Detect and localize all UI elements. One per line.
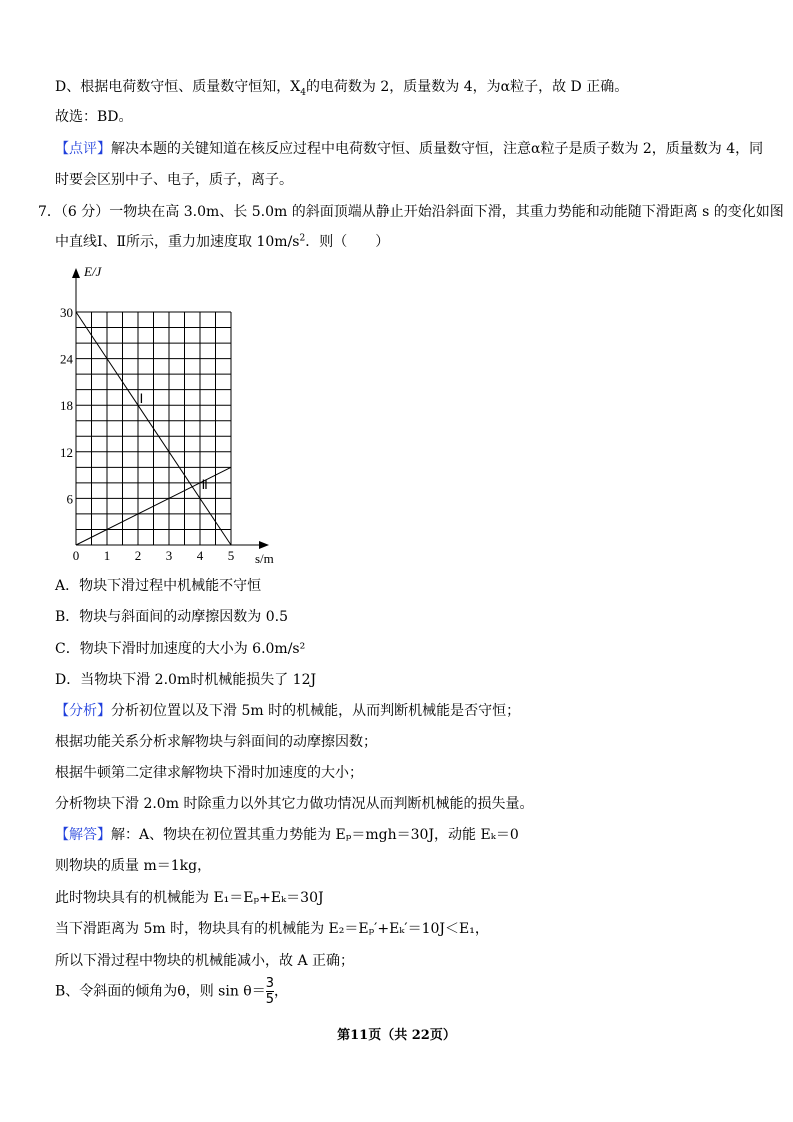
series-label-I: Ⅰ	[139, 390, 144, 406]
option-d: D．当物块下滑 2.0m时机械能损失了 12J	[55, 672, 317, 688]
x-tick-label: 2	[134, 548, 142, 563]
analysis-line: 分析物块下滑 2.0m 时除重力以外其它力做功情况从而判断机械能的损失量。	[55, 796, 534, 812]
analysis-tag: 【分析】	[55, 703, 111, 719]
y-tick-label: 12	[60, 444, 73, 460]
answer-line: 则物块的质量 m＝1kg，	[55, 858, 212, 874]
answer-line: 当下滑距离为 5m 时，物块具有的机械能为 E₂＝Eₚ′+Eₖ′＝10J＜E₁，	[55, 921, 489, 937]
option-b: B．物块与斜面间的动摩擦因数为 0.5	[55, 609, 289, 625]
text-line: D、根据电荷数守恒、质量数守恒知，$X_4$的电荷数为 2，质量数为 4，为α粒子，故 D 正确。	[55, 79, 629, 98]
y-tick-label: 24	[60, 351, 73, 367]
x-tick-label: 5	[227, 548, 235, 563]
option-a: A．物块下滑过程中机械能不守恒	[55, 578, 262, 594]
answer-line: B、令斜面的倾角为θ，则 sin θ＝ $\frac{3}{5}$ ，	[55, 976, 289, 1007]
question-line: 中直线Ⅰ、Ⅱ所示，重力加速度取 $10m/s^2$．则（ ）	[55, 233, 390, 250]
question-line: 7．（6 分）一物块在高 3.0m、长 5.0m 的斜面顶端从静止开始沿斜面下滑，其重力势能和动能随下滑距离 s 的变化如图	[38, 204, 784, 220]
text-line: 时要会区别中子、电子，质子，离子。	[55, 172, 293, 188]
analysis-line: 根据牛顿第二定律求解物块下滑时加速度的大小；	[55, 765, 363, 781]
series-label-II: Ⅱ	[201, 477, 208, 493]
answer-line: 【解答】解：A、物块在初位置其重力势能为 Eₚ＝mgh＝30J，动能 Eₖ＝0	[55, 827, 519, 843]
text-line: 故选：BD。	[55, 109, 133, 125]
analysis-line: 根据功能关系分析求解物块与斜面间的动摩擦因数；	[55, 734, 377, 750]
comment-line: 【点评】解决本题的关键知道在核反应过程中电荷数守恒、质量数守恒，注意α粒子是质子数为 2，质量数为 4，同	[55, 141, 764, 157]
y-tick-label: 30	[60, 305, 73, 320]
energy-chart	[45, 262, 295, 572]
y-tick-label: 6	[66, 491, 73, 507]
x-tick-label: 0	[72, 548, 80, 563]
page-footer: 第11页（共 22页）	[337, 1028, 456, 1043]
x-axis-arrow	[259, 541, 269, 549]
fraction: $\frac{3}{5}$	[265, 976, 275, 1007]
comment-tag: 【点评】	[55, 141, 111, 157]
answer-line: 此时物块具有的机械能为 E₁＝Eₚ+Eₖ＝30J	[55, 890, 324, 906]
analysis-line: 【分析】分析初位置以及下滑 5m 时的机械能，从而判断机械能是否守恒；	[55, 703, 521, 719]
answer-tag: 【解答】	[55, 827, 111, 843]
x-tick-label: 1	[103, 548, 111, 563]
option-c: C．物块下滑时加速度的大小为 6.0m/s²	[55, 641, 306, 657]
x-tick-label: 4	[196, 548, 204, 563]
y-axis-arrow	[72, 268, 80, 278]
answer-line: 所以下滑过程中物块的机械能减小，故 A 正确；	[55, 953, 355, 969]
x-axis-label: s/m	[255, 551, 274, 566]
y-axis-label: E/J	[84, 264, 102, 279]
x-tick-label: 3	[165, 548, 173, 563]
y-tick-label: 18	[60, 398, 73, 414]
